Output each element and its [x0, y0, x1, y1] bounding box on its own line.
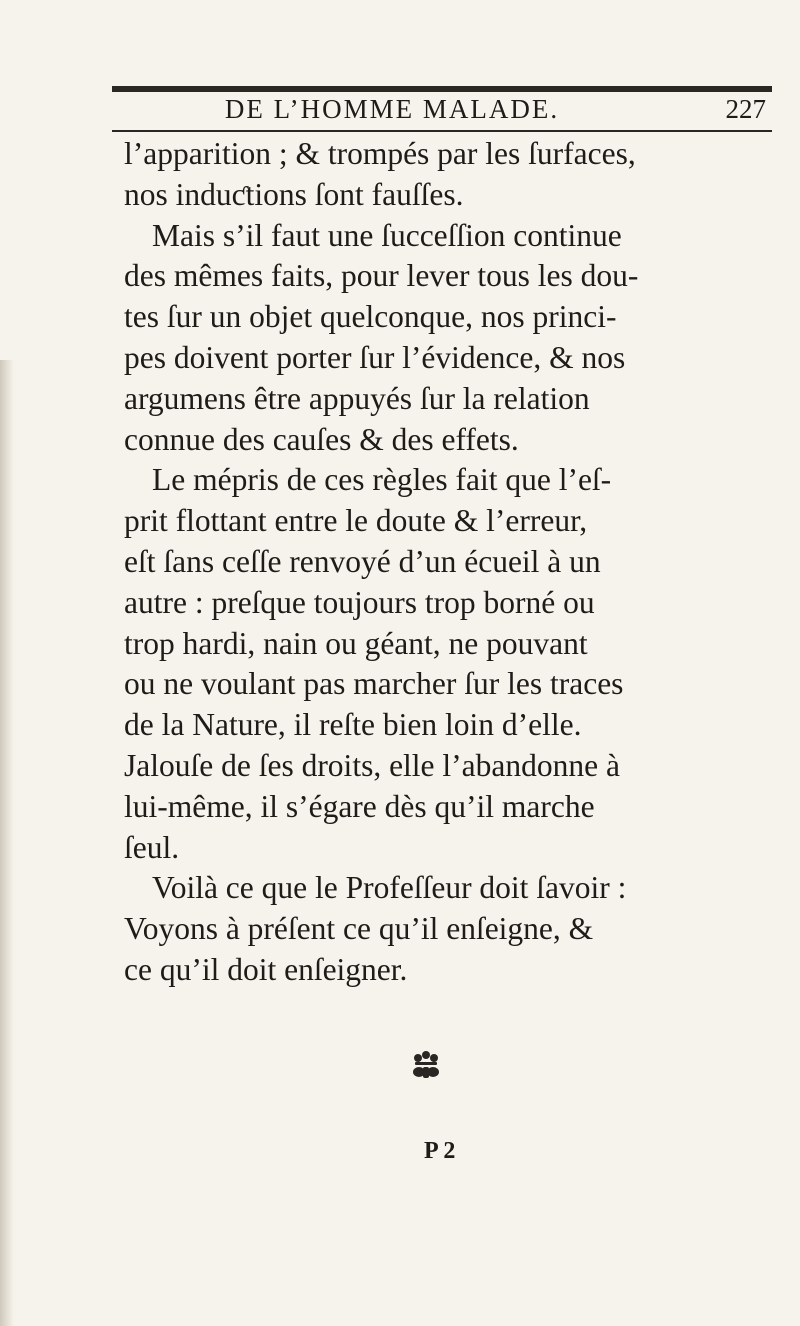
- header-rule-bottom: [112, 130, 772, 132]
- paragraph-3: [124, 460, 784, 868]
- page-header: [112, 92, 772, 132]
- paragraph-4: [124, 868, 784, 990]
- text-line: connue des cauſes & des effets.: [124, 421, 519, 457]
- text-line: tes ſur un objet quelconque, nos princi-: [124, 299, 617, 335]
- text-line: autre : preſque toujours trop borné ou: [124, 584, 595, 620]
- text-line: nos induƈtions ſont fauſſes.: [124, 176, 464, 212]
- text-line: argumens être appuyés ſur la relation: [124, 380, 590, 416]
- paragraph-1: [124, 134, 784, 216]
- page-gutter-shadow: [0, 360, 14, 1326]
- text-line: prit flottant entre le doute & l’erreur,: [124, 503, 588, 539]
- paragraph-2: [124, 216, 784, 461]
- running-head: DE L’HOMME MALADE.: [224, 94, 560, 124]
- signature-mark: P 2: [424, 1138, 456, 1164]
- text-line: lui-même, il s’égare dès qu’il marche: [124, 788, 595, 824]
- text-line: des mêmes faits, pour lever tous les dou-: [124, 258, 639, 294]
- text-line: de la Nature, il reſte bien loin d’elle.: [124, 707, 582, 743]
- text-line: Voilà ce que le Profeſſeur doit ſavoir :: [152, 870, 627, 906]
- text-line: ce qu’il doit enſeigner.: [124, 951, 408, 987]
- text-line: Jalouſe de ſes droits, elle l’abandonne à: [124, 747, 620, 783]
- text-line: ſeul.: [124, 829, 180, 865]
- page-number: 227: [725, 94, 766, 124]
- text-line: Mais s’il faut une ſucceſſion continue: [152, 217, 622, 253]
- text-line: Le mépris de ces règles fait que l’eſ-: [152, 462, 612, 498]
- printer-fleuron-icon: [409, 1050, 443, 1090]
- text-line: ou ne voulant pas marcher ſur les traces: [124, 666, 624, 702]
- text-line: trop hardi, nain ou géant, ne pouvant: [124, 625, 588, 661]
- text-line: pes doivent porter ſur l’évidence, & nos: [124, 339, 626, 375]
- body-text: [124, 134, 784, 991]
- text-line: Voyons à préſent ce qu’il enſeigne, &: [124, 911, 594, 947]
- text-line: eſt ſans ceſſe renvoyé d’un écueil à un: [124, 543, 601, 579]
- text-line: l’apparition ; & trompés par les ſurfaces,: [124, 136, 636, 171]
